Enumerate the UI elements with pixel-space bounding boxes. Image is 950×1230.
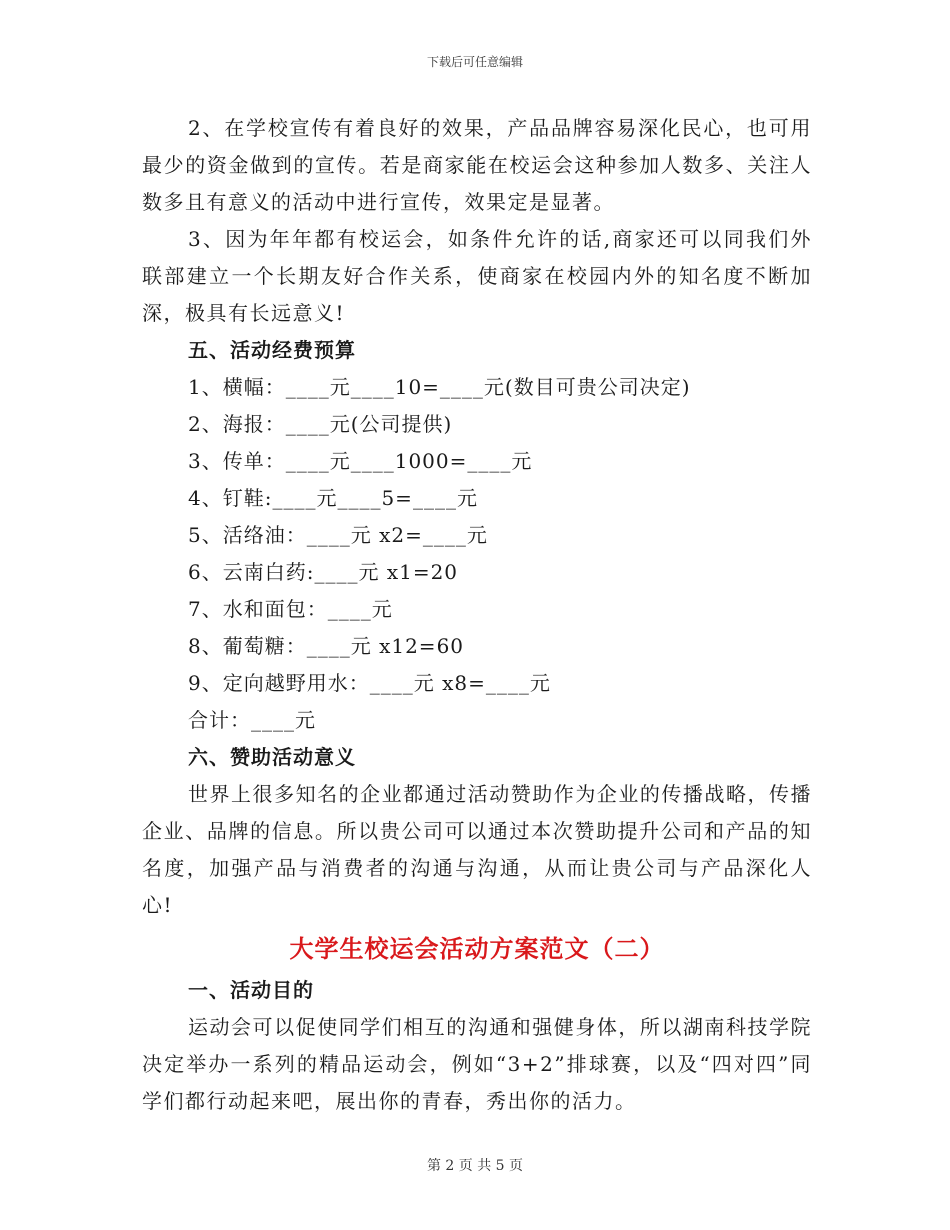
paragraph-point-3: 3、因为年年都有校运会，如条件允许的话,商家还可以同我们外联部建立一个长期友好合作关系，使商家在校园内外的知名度不断加深，极具有长远意义! [142, 227, 812, 325]
budget-item: 8、葡萄糖：____元 x12=60 [188, 634, 465, 658]
budget-item: 2、海报：____元(公司提供) [188, 412, 453, 436]
budget-item: 9、定向越野用水：____元 x8=____元 [188, 671, 551, 695]
budget-item: 5、活络油：____元 x2=____元 [188, 523, 488, 547]
budget-total: 合计：____元 [188, 708, 316, 732]
paragraph-purpose: 运动会可以促使同学们相互的沟通和强健身体，所以湖南科技学院决定举办一系列的精品运动会，例如“3+2”排球赛，以及“四对四”同学们都行动起来吧，展出你的青春，秀出你的活力。 [142, 1015, 812, 1113]
budget-item: 1、横幅：____元____10=____元(数目可贵公司决定) [188, 375, 691, 399]
page-footer: 第 2 页 共 5 页 [426, 1158, 524, 1174]
plan-title: 大学生校运会活动方案范文（二） [289, 934, 665, 963]
section-heading-significance: 六、赞助活动意义 [188, 745, 356, 769]
section-heading-purpose: 一、活动目的 [188, 978, 314, 1002]
budget-item: 3、传单：____元____1000=____元 [188, 449, 533, 473]
budget-item: 7、水和面包：____元 [188, 597, 393, 621]
document-body [142, 110, 812, 1120]
page-header: 下载后可任意编辑 [426, 55, 523, 69]
section-heading-budget: 五、活动经费预算 [188, 338, 356, 362]
budget-item: 6、云南白药:____元 x1=20 [188, 560, 459, 584]
paragraph-significance: 世界上很多知名的企业都通过活动赞助作为企业的传播战略，传播企业、品牌的信息。所以贵公司可以通过本次赞助提升公司和产品的知名度，加强产品与消费者的沟通与沟通，从而让贵公司与产品深化人心! [142, 782, 812, 917]
budget-item: 4、钉鞋:____元____5=____元 [188, 486, 478, 510]
paragraph-point-2: 2、在学校宣传有着良好的效果，产品品牌容易深化民心，也可用最少的资金做到的宣传。若是商家能在校运会这种参加人数多、关注人数多且有意义的活动中进行宣传，效果定是显著。 [142, 116, 812, 214]
